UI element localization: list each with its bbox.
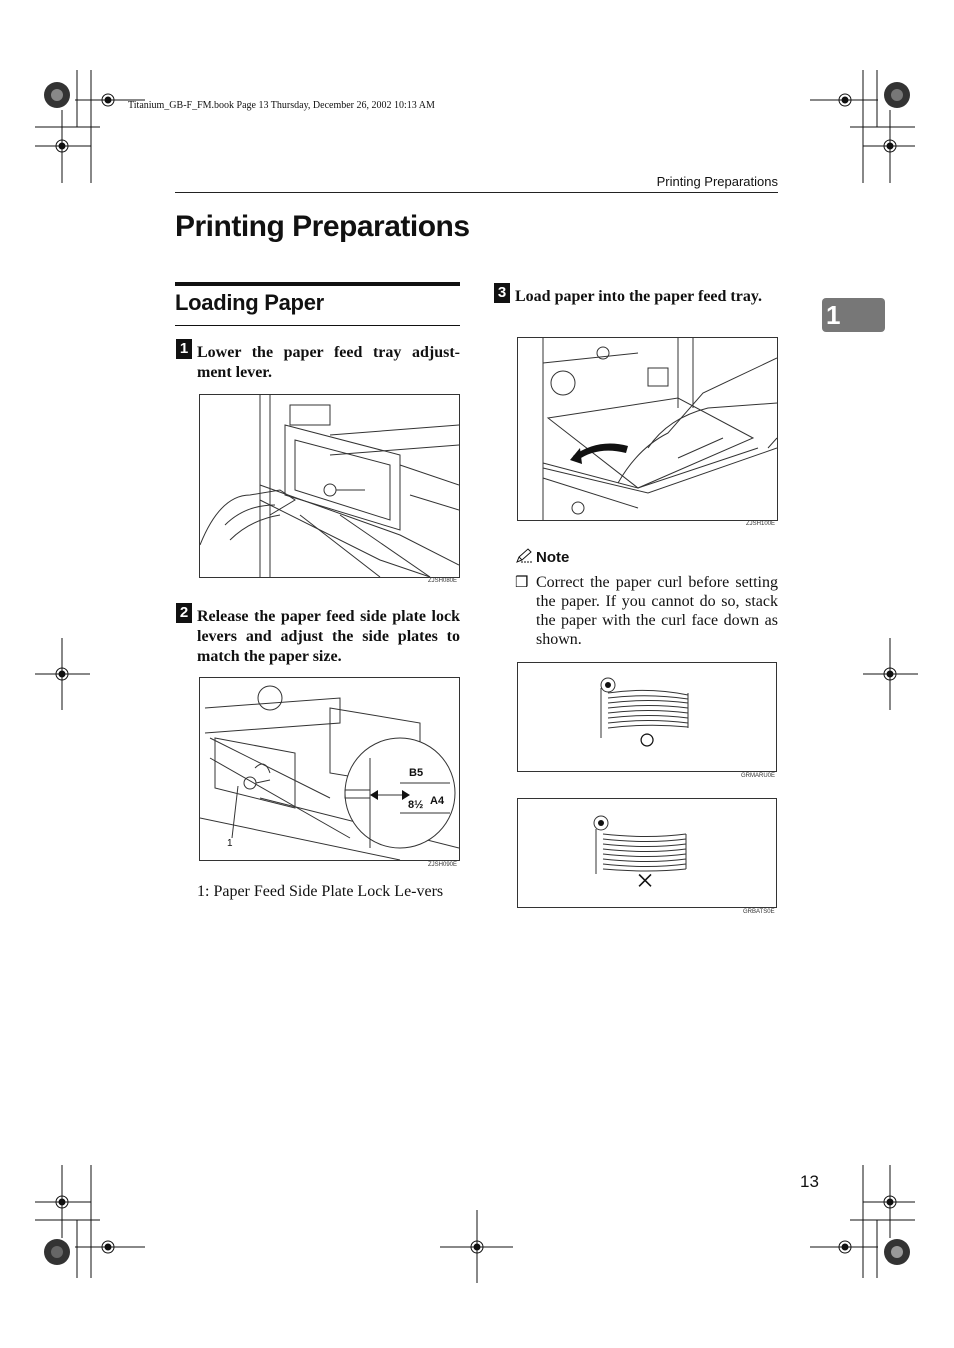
note-label: Note xyxy=(536,549,570,566)
label-letter: 8½ xyxy=(408,799,424,811)
section-rule-bottom xyxy=(175,325,460,326)
page-title: Printing Preparations xyxy=(175,210,470,243)
step-marker-2: 2 xyxy=(176,603,192,623)
callout-1: 1 xyxy=(227,838,233,849)
figure-load-paper xyxy=(517,337,778,521)
figure-code-curl-correct: GRMARU0E xyxy=(741,773,776,779)
figure-code-curl-incorrect: GRBATS0E xyxy=(743,909,775,915)
step-marker-1: 1 xyxy=(176,339,192,359)
header-rule xyxy=(175,192,778,193)
step-1-text: Lower the paper feed tray adjust-ment lever. xyxy=(197,344,460,381)
label-b5: B5 xyxy=(409,767,424,779)
figure-code-2: ZJSH090E xyxy=(428,862,458,868)
running-header: Printing Preparations xyxy=(656,174,778,189)
section-rule-top xyxy=(175,282,460,286)
correct-symbol: ○ xyxy=(638,723,657,756)
step-3-text: Load paper into the paper feed tray. xyxy=(515,288,762,305)
figure-code-3: ZJSH100E xyxy=(746,521,776,527)
label-a4: A4 xyxy=(430,795,445,807)
chapter-tab-number: 1 xyxy=(826,300,841,330)
section-title: Loading Paper xyxy=(175,290,324,315)
page-number: 13 xyxy=(800,1172,819,1191)
step-2-text: Release the paper feed side plate lock levers and adjust the side plates to match the paper size. xyxy=(197,608,460,665)
note-text: Correct the paper curl before setting the paper. If you cannot do so, stack the paper with the curl face down as shown. xyxy=(536,574,778,648)
incorrect-symbol: × xyxy=(636,862,655,898)
print-header: Titanium_GB-F_FM.book Page 13 Thursday, December 26, 2002 10:13 AM xyxy=(128,100,435,111)
figure-code-1: ZJSH080E xyxy=(428,578,458,584)
note-bullet: ❒ xyxy=(515,575,529,591)
figure-lower-lever xyxy=(199,394,460,578)
figure-caption: 1: Paper Feed Side Plate Lock Le-vers xyxy=(197,883,444,900)
step-marker-3: 3 xyxy=(494,283,510,303)
note-pencil-icon xyxy=(515,548,533,564)
